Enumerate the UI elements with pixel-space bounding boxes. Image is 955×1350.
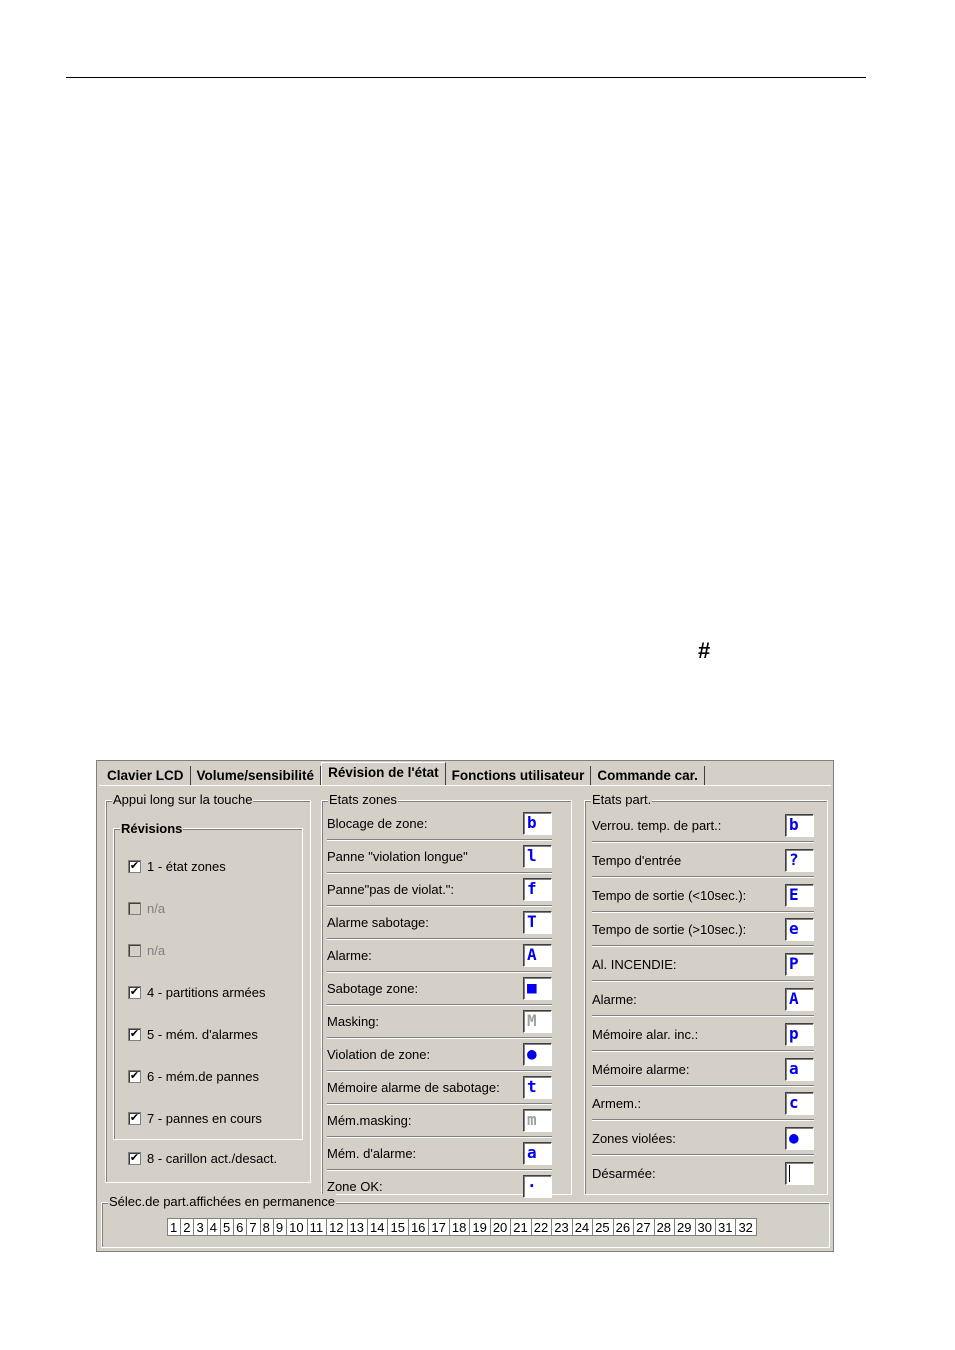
- part-state-label: Al. INCENDIE:: [592, 957, 677, 973]
- carillon-checkbox[interactable]: ✔: [129, 1152, 140, 1164]
- partition-number-cell[interactable]: 3: [193, 1218, 206, 1236]
- partition-number-cell[interactable]: 25: [592, 1218, 612, 1236]
- zone-state-label: Panne "violation longue": [327, 849, 468, 864]
- part-state-symbol-field[interactable]: E: [785, 884, 814, 907]
- revision-label: n/a: [147, 943, 166, 958]
- zone-state-row: [327, 1104, 552, 1137]
- part-state-label: Zones violées:: [592, 1131, 676, 1147]
- row-separator: [592, 1154, 814, 1155]
- part-state-label: Mémoire alarme:: [592, 1061, 690, 1077]
- revision-checkbox-row: [128, 943, 165, 958]
- partition-number-cell[interactable]: 16: [408, 1218, 428, 1236]
- part-state-row: [592, 948, 814, 981]
- zone-state-row: [327, 1071, 552, 1104]
- part-state-row: [592, 1087, 814, 1120]
- part-state-label: Mémoire alar. inc.:: [592, 1026, 699, 1042]
- partition-number-cell[interactable]: 23: [551, 1218, 571, 1236]
- zone-state-label: Mémoire alarme de sabotage:: [327, 1080, 500, 1095]
- row-separator: [592, 1119, 814, 1120]
- zone-state-symbol-field[interactable]: T: [523, 911, 552, 934]
- partition-number-cell[interactable]: 13: [347, 1218, 367, 1236]
- partition-number-cell[interactable]: 14: [367, 1218, 387, 1236]
- zone-state-label: Blocage de zone:: [327, 816, 428, 831]
- row-separator: [592, 980, 814, 981]
- zone-state-symbol-field[interactable]: ●: [523, 1043, 552, 1066]
- partition-number-cell[interactable]: 21: [510, 1218, 530, 1236]
- zone-state-symbol-field[interactable]: m: [523, 1109, 552, 1132]
- revision-checkbox[interactable]: ✔: [129, 1070, 140, 1082]
- partition-number-cell[interactable]: 17: [428, 1218, 448, 1236]
- revision-checkbox[interactable]: ✔: [129, 1028, 140, 1040]
- zone-state-symbol-field[interactable]: b: [523, 812, 552, 835]
- revision-checkbox[interactable]: ✔: [129, 860, 140, 872]
- part-state-symbol-field[interactable]: c: [785, 1092, 814, 1115]
- part-state-label: Tempo de sortie (<10sec.):: [592, 887, 747, 903]
- page-top-rule: [66, 77, 866, 78]
- part-state-label: Tempo d'entrée: [592, 852, 682, 868]
- zone-state-row: [327, 840, 552, 873]
- part-state-symbol-field[interactable]: ●: [785, 1127, 814, 1150]
- part-state-row: [592, 1157, 814, 1190]
- zone-state-symbol-field[interactable]: t: [523, 1076, 552, 1099]
- zone-state-symbol-field[interactable]: M: [523, 1010, 552, 1033]
- revisions-legend: Révisions: [121, 821, 183, 836]
- row-separator: [592, 876, 814, 877]
- revision-label: 1 - état zones: [147, 859, 226, 874]
- partition-number-cell[interactable]: 4: [207, 1218, 220, 1236]
- part-state-symbol-field[interactable]: b: [785, 814, 814, 837]
- revision-checkbox[interactable]: ✔: [129, 1112, 140, 1124]
- partition-number-cell[interactable]: 24: [572, 1218, 592, 1236]
- partition-number-cell[interactable]: 5: [220, 1218, 233, 1236]
- appui-long-legend: Appui long sur la touche: [113, 792, 253, 807]
- revision-checkbox: [128, 944, 141, 957]
- tab-1[interactable]: Volume/sensibilité: [191, 766, 322, 785]
- revision-label: n/a: [147, 901, 166, 916]
- zone-state-label: Violation de zone:: [327, 1047, 431, 1062]
- zone-state-label: Mém. d'alarme:: [327, 1146, 417, 1161]
- selec-part-legend: Sélec.de part.affichées en permanence: [109, 1194, 335, 1209]
- part-state-label: Verrou. temp. de part.:: [592, 818, 722, 833]
- row-separator: [592, 1085, 814, 1086]
- revision-checkbox-row[interactable]: [128, 985, 266, 1000]
- tab-4[interactable]: Commande car.: [591, 766, 705, 785]
- part-state-label: Désarmée:: [592, 1166, 656, 1181]
- revision-checkbox-row[interactable]: [128, 1027, 258, 1042]
- revision-label: 4 - partitions armées: [147, 985, 266, 1000]
- partition-number-cell[interactable]: 27: [633, 1218, 653, 1236]
- partition-number-cell[interactable]: 2: [180, 1218, 193, 1236]
- part-state-row: [592, 1018, 814, 1051]
- partition-number-cell[interactable]: 32: [735, 1218, 756, 1236]
- tab-2[interactable]: Révision de l'état: [321, 762, 446, 786]
- row-separator: [592, 945, 814, 946]
- zone-state-symbol-field[interactable]: f: [523, 878, 552, 901]
- zone-state-row: [327, 939, 552, 972]
- zone-state-symbol-field[interactable]: l: [523, 845, 552, 868]
- partition-number-cell[interactable]: 22: [531, 1218, 551, 1236]
- zone-state-row: [327, 873, 552, 906]
- revision-checkbox-row[interactable]: [128, 1111, 262, 1126]
- partition-number-cell[interactable]: 28: [654, 1218, 674, 1236]
- zone-state-label: Zone OK:: [327, 1179, 383, 1194]
- zone-state-symbol-field[interactable]: a: [523, 1142, 552, 1165]
- part-state-row: [592, 1122, 814, 1155]
- etats-part-group: [584, 792, 828, 1195]
- settings-dialog: [96, 760, 834, 1252]
- carillon-checkbox-row[interactable]: [128, 1151, 277, 1166]
- zone-state-row: [327, 1038, 552, 1071]
- zone-state-label: Alarme:: [327, 948, 372, 963]
- partition-number-cell[interactable]: 9: [273, 1218, 286, 1236]
- part-state-symbol-field[interactable]: [785, 1162, 814, 1185]
- row-separator: [592, 1015, 814, 1016]
- etats-zones-legend: Etats zones: [329, 792, 397, 807]
- revision-checkbox[interactable]: ✔: [129, 986, 140, 998]
- partition-number-strip: [167, 1218, 757, 1236]
- row-separator: [592, 841, 814, 842]
- revision-checkbox-row[interactable]: [128, 1069, 259, 1084]
- tab-0[interactable]: Clavier LCD: [101, 766, 191, 785]
- part-state-symbol-field[interactable]: ?: [785, 849, 814, 872]
- part-state-row: [592, 983, 814, 1016]
- part-state-label: Tempo de sortie (>10sec.):: [592, 922, 747, 938]
- tab-bar: [101, 763, 705, 785]
- revision-label: 7 - pannes en cours: [147, 1111, 262, 1126]
- zone-state-row: [327, 1170, 552, 1203]
- part-state-row: [592, 1053, 814, 1086]
- partition-number-cell[interactable]: 31: [715, 1218, 735, 1236]
- partition-number-cell[interactable]: 20: [490, 1218, 510, 1236]
- partition-number-cell[interactable]: 6: [233, 1218, 246, 1236]
- revision-checkbox: [128, 902, 141, 915]
- revision-label: 5 - mém. d'alarmes: [147, 1027, 258, 1042]
- partition-number-cell[interactable]: 26: [613, 1218, 633, 1236]
- zone-state-row: [327, 906, 552, 939]
- zone-state-row: [327, 1005, 552, 1038]
- appui-long-group: [105, 792, 311, 1183]
- etats-part-legend: Etats part.: [592, 792, 652, 807]
- part-state-symbol-field[interactable]: A: [785, 988, 814, 1011]
- zone-state-label: Alarme sabotage:: [327, 915, 429, 930]
- partition-number-cell[interactable]: 1: [167, 1218, 180, 1236]
- part-state-symbol-field[interactable]: e: [785, 918, 814, 941]
- part-state-row: [592, 844, 814, 877]
- partition-number-cell[interactable]: 12: [326, 1218, 346, 1236]
- tab-3[interactable]: Fonctions utilisateur: [446, 766, 592, 785]
- part-state-symbol-field[interactable]: p: [785, 1023, 814, 1046]
- row-separator: [592, 1050, 814, 1051]
- partition-number-cell[interactable]: 10: [286, 1218, 306, 1236]
- zone-state-label: Mém.masking:: [327, 1113, 412, 1128]
- zone-state-row: [327, 1137, 552, 1170]
- partition-number-cell[interactable]: 19: [469, 1218, 489, 1236]
- partition-number-cell[interactable]: 11: [307, 1218, 327, 1236]
- revision-label: 6 - mém.de pannes: [147, 1069, 260, 1084]
- zone-state-symbol-field[interactable]: A: [523, 944, 552, 967]
- tab-panel-border: [99, 785, 831, 786]
- part-state-row: [592, 809, 814, 842]
- zone-state-row: [327, 807, 552, 840]
- zone-state-label: Panne"pas de violat.":: [327, 882, 455, 897]
- partition-number-cell[interactable]: 18: [449, 1218, 469, 1236]
- part-state-symbol-field[interactable]: P: [785, 953, 814, 976]
- part-state-row: [592, 879, 814, 912]
- partition-number-cell[interactable]: 7: [246, 1218, 259, 1236]
- partition-number-cell[interactable]: 8: [260, 1218, 273, 1236]
- part-state-symbol-field[interactable]: a: [785, 1058, 814, 1081]
- text-cursor: [789, 1165, 790, 1182]
- revision-checkbox-row: [128, 901, 165, 916]
- zone-state-symbol-field[interactable]: ■: [523, 977, 552, 1000]
- part-state-label: Armem.:: [592, 1096, 642, 1112]
- partition-number-cell[interactable]: 29: [674, 1218, 694, 1236]
- zone-state-symbol-field[interactable]: ·: [523, 1175, 552, 1198]
- part-state-row: [592, 913, 814, 946]
- part-state-label: Alarme:: [592, 992, 637, 1007]
- revision-checkbox-row[interactable]: [128, 859, 226, 874]
- etats-zones-group: [321, 792, 572, 1195]
- zone-state-row: [327, 972, 552, 1005]
- partition-number-cell[interactable]: 15: [387, 1218, 407, 1236]
- partition-number-cell[interactable]: 30: [695, 1218, 715, 1236]
- hash-key-symbol: #: [698, 638, 711, 663]
- revisions-group: [113, 821, 303, 1140]
- carillon-label: 8 - carillon act./desact.: [147, 1151, 278, 1166]
- zone-state-label: Sabotage zone:: [327, 981, 419, 996]
- zone-state-label: Masking:: [327, 1014, 380, 1029]
- row-separator: [592, 911, 814, 912]
